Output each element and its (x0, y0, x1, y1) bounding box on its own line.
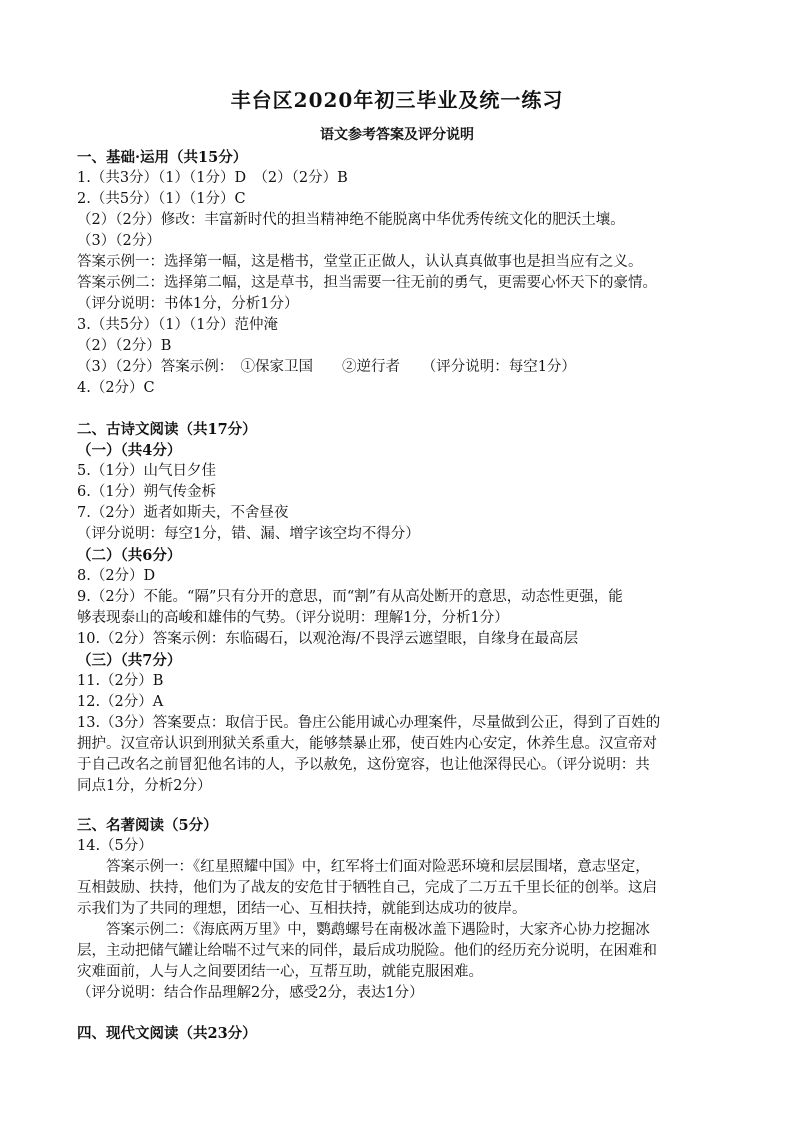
answer-line: 12.（2分）A (77, 694, 164, 710)
answer-line: （2）（2分）B (77, 338, 172, 354)
answer-line: 6.（1分）朔气传金柝 (77, 484, 217, 500)
answer-line: 8.（2分）D (77, 568, 156, 584)
answer-line: （2）（2分）修改：丰富新时代的担当精神绝不能脱离中华优秀传统文化的肥沃土壤。 (77, 212, 625, 228)
page-subtitle: 语文参考答案及评分说明 (320, 127, 474, 143)
answer-line: 7.（2分）逝者如斯夫，不舍昼夜 (77, 505, 289, 521)
answer-line: 答案示例二：选择第二幅，这是草书，担当需要一往无前的勇气，更需要心怀天下的豪情。 (77, 275, 657, 291)
answer-line: 互相鼓励、扶持，他们为了战友的安危甘于牺牲自己，完成了二万五千里长征的创举。这启 (77, 880, 657, 896)
section-heading-classical: 二、古诗文阅读（共17分） (77, 421, 257, 438)
answer-line: 答案示例一：选择第一幅，这是楷书，堂堂正正做人，认认真真做事也是担当应有之义。 (77, 254, 643, 270)
answer-line: （3）（2分）答案示例： ①保家卫国 ②逆行者 （评分说明：每空1分） (77, 359, 576, 375)
subsection-heading: （三）（共7分） (77, 652, 182, 669)
answer-line: 4.（2分）C (77, 380, 155, 396)
section-heading-modern: 四、现代文阅读（共23分） (77, 1025, 257, 1042)
answer-line: 灾难面前，人与人之间要团结一心，互帮互助，就能克服困难。 (77, 964, 483, 980)
answer-line: 11.（2分）B (77, 673, 164, 689)
answer-line: 5.（1分）山气日夕佳 (77, 463, 217, 479)
answer-line: 14.（5分） (77, 838, 153, 854)
answer-line: 3.（共5分）（1）（1分）范仲淹 (77, 317, 279, 333)
answer-line: 9.（2分）不能。“隔”只有分开的意思，而“割”有从高处断开的意思，动态性更强，能 (77, 589, 623, 605)
answer-line: 13.（3分）答案要点：取信于民。鲁庄公能用诚心办理案件，尽量做到公正，得到了百姓的 (77, 715, 661, 731)
section-heading-classics: 三、名著阅读（5分） (77, 817, 218, 834)
scoring-note: （评分说明：每空1分，错、漏、增字该空均不得分） (77, 526, 420, 542)
answer-line: 于自己改名之前冒犯他名讳的人，予以赦免，这份宽容，也让他深得民心。（评分说明：共 (77, 757, 650, 773)
answer-line: 示我们为了共同的理想，团结一心、互相扶持，就能到达成功的彼岸。 (77, 901, 527, 917)
answer-line: 2.（共5分）（1）（1分）C (77, 191, 246, 207)
answer-line: （3）（2分） (77, 233, 161, 249)
section-heading-basics: 一、基础·运用（共15分） (77, 149, 248, 166)
answer-line: 答案示例二：《海底两万里》中，鹦鹉螺号在南极冰盖下遇险时，大家齐心协力挖掘冰 (106, 922, 650, 938)
subsection-heading: （二）（共6分） (77, 547, 182, 564)
answer-line: 10.（2分）答案示例：东临碣石，以观沧海/不畏浮云遮望眼，自缘身在最高层 (77, 631, 579, 647)
page-title: 丰台区2020年初三毕业及统一练习 (230, 88, 564, 112)
answer-line: 拥护。汉宣帝认识到刑狱关系重大，能够禁暴止邪，使百姓内心安定，休养生息。汉宣帝对 (77, 736, 657, 752)
answer-line: 答案示例一：《红星照耀中国》中，红军将士们面对险恶环境和层层围堵，意志坚定， (106, 859, 650, 875)
answer-line: 够表现泰山的高峻和雄伟的气势。（评分说明：理解1分，分析1分） (77, 610, 509, 626)
answer-line: 层，主动把储气罐让给喘不过气来的同伴，最后成功脱险。他们的经历充分说明，在困难和 (77, 943, 657, 959)
answer-line: 1.（共3分）（1）（1分）D （2）（2分）B (77, 170, 348, 186)
scoring-note: （评分说明：书体1分，分析1分） (77, 296, 299, 312)
scoring-note: 同点1分，分析2分） (77, 778, 212, 794)
subsection-heading: （一）（共4分） (77, 442, 182, 459)
scoring-note: （评分说明：结合作品理解2分，感受2分，表达1分） (77, 985, 424, 1001)
